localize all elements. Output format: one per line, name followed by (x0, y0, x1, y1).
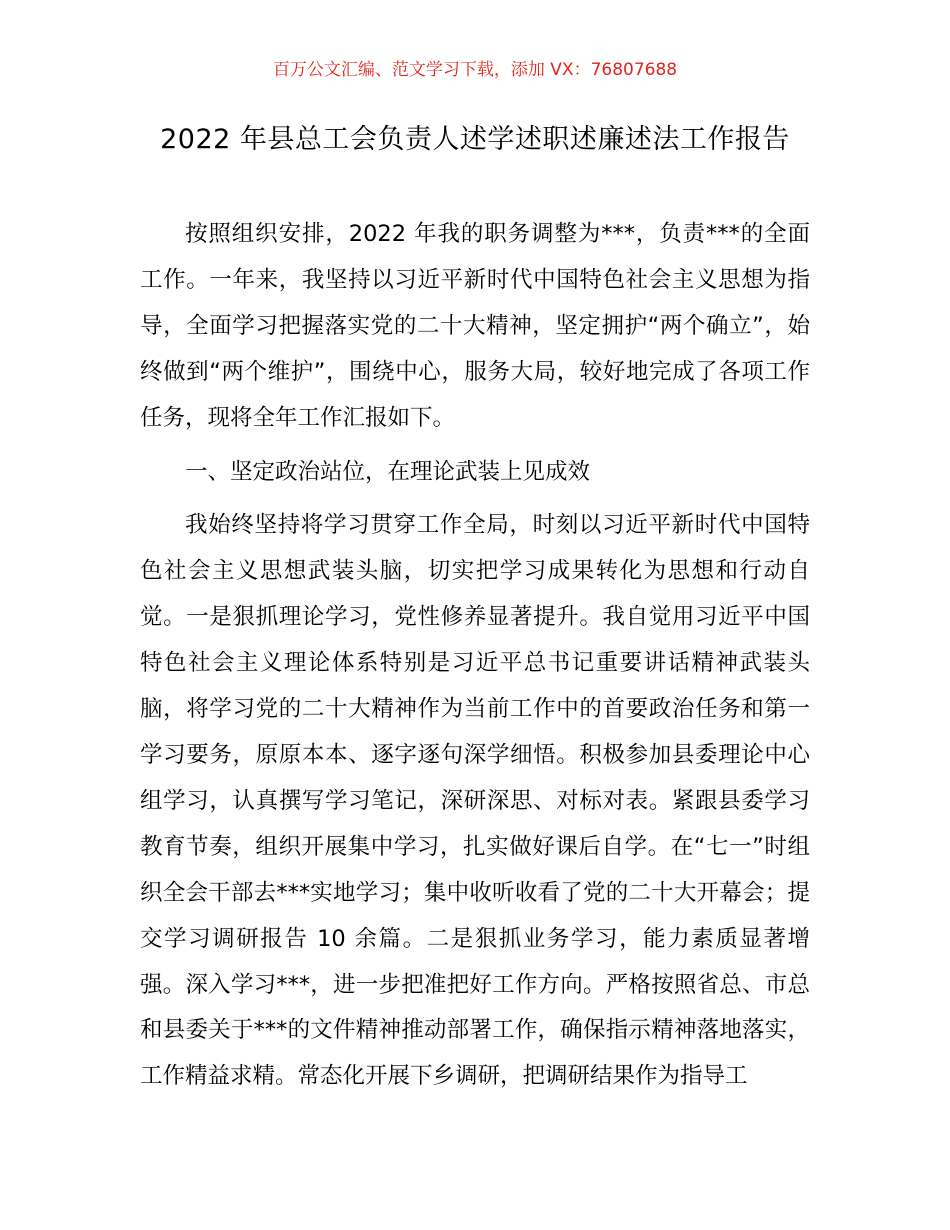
section-paragraph: 我始终坚持将学习贯穿工作全局，时刻以习近平新时代中国特色社会主义思想武装头脑，切实把学习成果转化为思想和行动自觉。一是狠抓理论学习，党性修养显著提升。我自觉用习近平中国特色社会主义理论体系特别是习近平总书记重要讲话精神武装头脑，将学习党的二十大精神作为当前工作中的首要政治任务和第一学习要务，原原本本、逐字逐句深学细悟。积极参加县委理论中心组学习，认真撰写学习笔记，深研深思、对标对表。紧跟县委学习教育节奏，组织开展集中学习，扎实做好课后自学。在“七一”时组织全会干部去***实地学习；集中收听收看了党的二十大开幕会；提交学习调研报告 10 余篇。二是狠抓业务学习，能力素质显著增强。深入学习***，进一步把准把好工作方向。严格按照省总、市总和县委关于***的文件精神推动部署工作，确保指示精神落地落实，工作精益求精。常态化开展下乡调研，把调研结果作为指导工 (140, 512, 810, 1090)
watermark-banner: 百万公文汇编、范文学习下载，添加 VX：76807688 (272, 60, 678, 80)
document-body (140, 212, 810, 1100)
intro-paragraph: 按照组织安排，2022 年我的职务调整为***，负责***的全面工作。一年来，我坚持以习近平新时代中国特色社会主义思想为指导，全面学习把握落实党的二十大精神，坚定拥护“两个确立”，始终做到“两个维护”，围绕中心，服务大局，较好地完成了各项工作任务，现将全年工作汇报如下。 (140, 221, 810, 431)
section-heading: 一、坚定政治站位，在理论武装上见成效 (185, 458, 591, 485)
document-title: 2022 年县总工会负责人述学述职述廉述法工作报告 (160, 124, 790, 155)
